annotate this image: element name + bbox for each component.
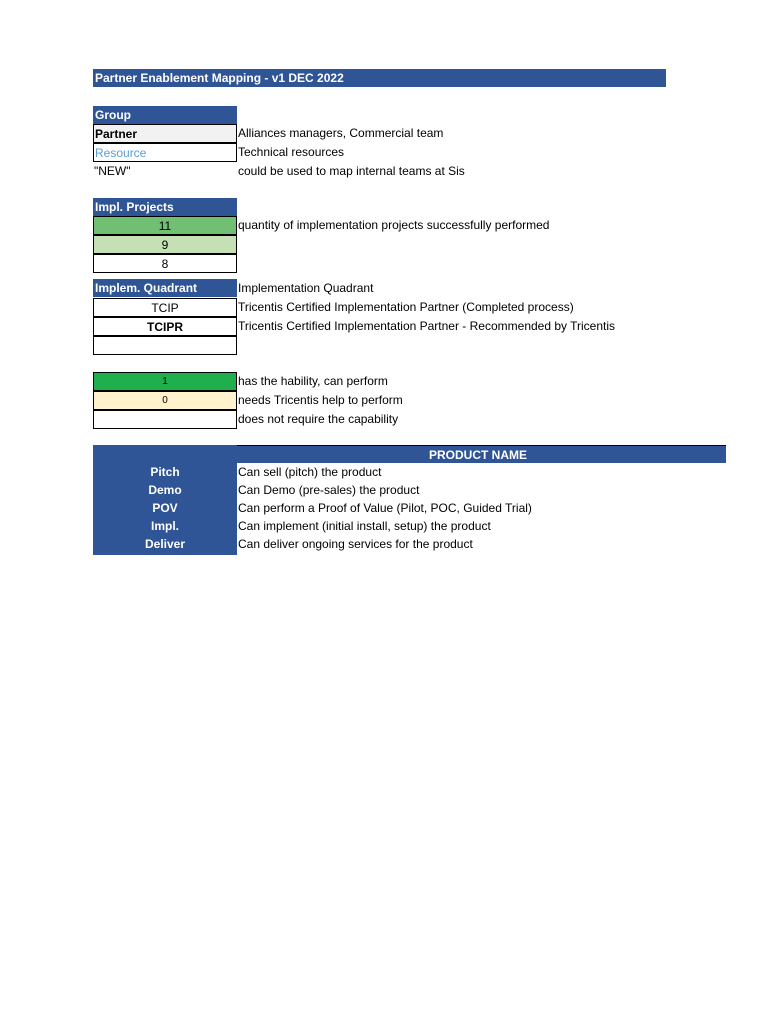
impl-projects-header: Impl. Projects bbox=[93, 198, 237, 216]
group-partner-desc: Alliances managers, Commercial team bbox=[238, 126, 444, 140]
group-partner-cell[interactable]: Partner bbox=[93, 124, 237, 143]
group-new-cell[interactable]: "NEW" bbox=[94, 164, 131, 178]
product-impl-desc: Can implement (initial install, setup) the product bbox=[238, 519, 491, 533]
product-demo-cell[interactable]: Demo bbox=[93, 481, 237, 499]
group-new-desc: could be used to map internal teams at Sis bbox=[238, 164, 465, 178]
product-deliver-cell[interactable]: Deliver bbox=[93, 535, 237, 555]
quadrant-tcip-cell[interactable]: TCIP bbox=[93, 298, 237, 317]
product-demo-desc: Can Demo (pre-sales) the product bbox=[238, 483, 420, 497]
product-name-header bbox=[237, 445, 726, 463]
product-header-blank bbox=[93, 445, 237, 463]
quadrant-tcipr-cell[interactable]: TCIPR bbox=[93, 317, 237, 336]
product-pitch-cell[interactable]: Pitch bbox=[93, 463, 237, 481]
quadrant-empty-cell[interactable] bbox=[93, 336, 237, 355]
legend-not-required-cell[interactable] bbox=[93, 410, 237, 429]
quadrant-header: Implem. Quadrant bbox=[93, 279, 237, 297]
group-resource-desc: Technical resources bbox=[238, 145, 345, 159]
group-resource-cell[interactable]: Resource bbox=[93, 143, 237, 162]
legend-not-required-desc: does not require the capability bbox=[238, 412, 399, 426]
product-pov-cell[interactable]: POV bbox=[93, 499, 237, 517]
impl-projects-desc: quantity of implementation projects successfully performed bbox=[238, 218, 550, 232]
legend-can-perform-cell[interactable]: 1 bbox=[93, 372, 237, 391]
product-pitch-desc: Can sell (pitch) the product bbox=[238, 465, 382, 479]
quadrant-header-desc: Implementation Quadrant bbox=[238, 281, 374, 295]
product-deliver-desc: Can deliver ongoing services for the product bbox=[238, 537, 473, 551]
quadrant-tcipr-desc: Tricentis Certified Implementation Partner - Recommended by Tricentis bbox=[238, 319, 616, 333]
quadrant-tcip-desc: Tricentis Certified Implementation Partner (Completed process) bbox=[238, 300, 574, 314]
product-name-label: PRODUCT NAME bbox=[429, 448, 527, 462]
legend-needs-help-desc: needs Tricentis help to perform bbox=[238, 393, 403, 407]
product-impl-cell[interactable]: Impl. bbox=[93, 517, 237, 535]
sheet-title: Partner Enablement Mapping - v1 DEC 2022 bbox=[93, 69, 666, 87]
impl-projects-row[interactable]: 11 bbox=[93, 216, 237, 235]
legend-needs-help-cell[interactable]: 0 bbox=[93, 391, 237, 410]
impl-projects-row[interactable]: 8 bbox=[93, 254, 237, 273]
impl-projects-row[interactable]: 9 bbox=[93, 235, 237, 254]
legend-can-perform-desc: has the hability, can perform bbox=[238, 374, 388, 388]
group-header: Group bbox=[93, 106, 237, 124]
product-pov-desc: Can perform a Proof of Value (Pilot, POC, Guided Trial) bbox=[238, 501, 532, 515]
